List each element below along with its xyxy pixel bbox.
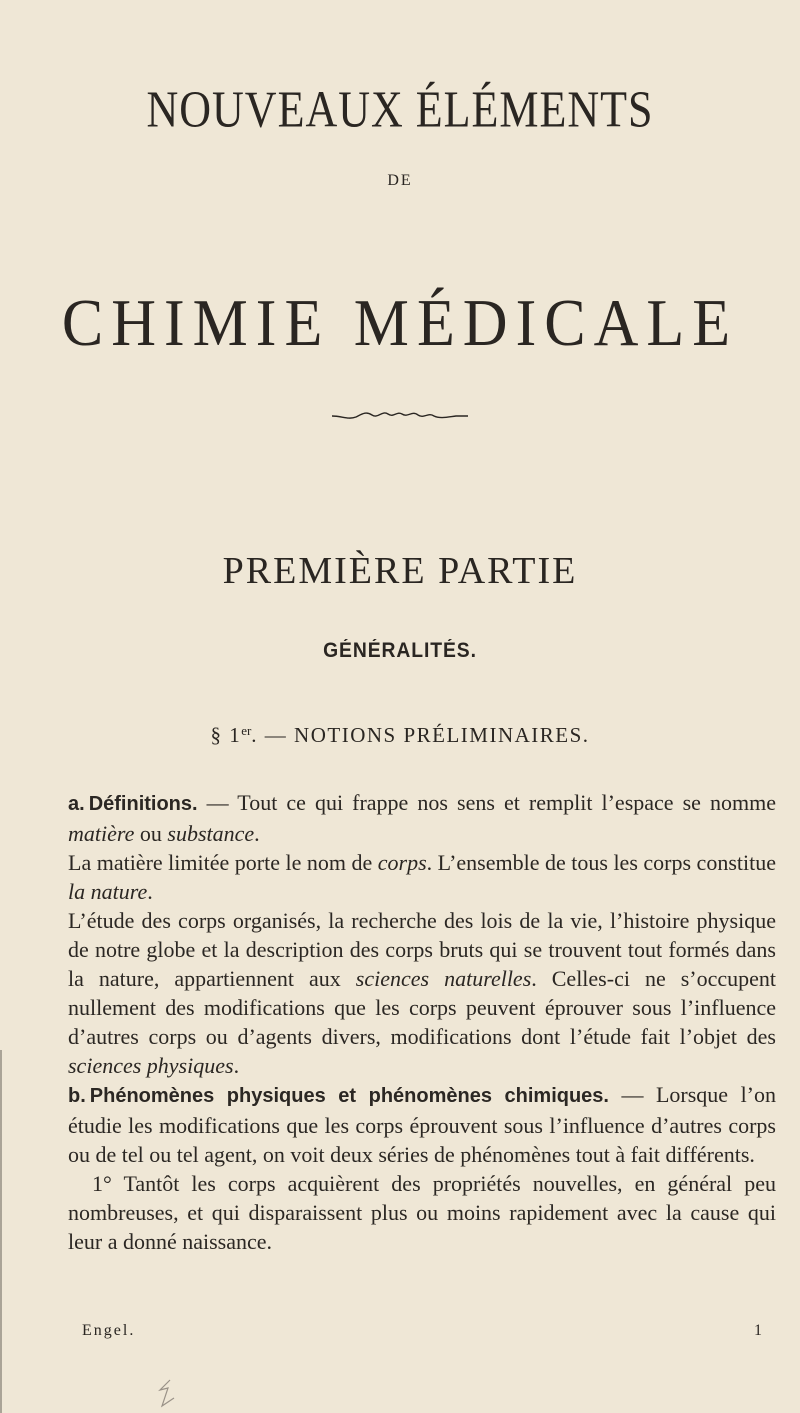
ornamental-rule-icon xyxy=(330,408,470,424)
paragraph-text: . xyxy=(147,879,153,904)
emphasis-term: substance xyxy=(167,821,255,846)
emphasis-term: matière xyxy=(68,821,135,846)
paragraph-text: . L’ensemble de tous les corps constitue xyxy=(426,850,776,875)
book-title-line1: NOUVEAUX ÉLÉMENTS xyxy=(146,80,654,139)
page-footer xyxy=(82,1322,762,1340)
signature-mark: Engel. xyxy=(82,1322,136,1339)
emphasis-term: la nature xyxy=(68,879,148,904)
paragraph-text: — Tout ce qui frappe nos sens et remplit l’espace se nomme xyxy=(197,790,776,815)
section-title: . — NOTIONS PRÉLIMINAIRES. xyxy=(251,723,590,747)
paragraph-text: — Lorsque l’on étudie les modifications que les corps éprouvent sous l’influence d’autres corps ou de tel ou tel agent, on voit deux séries de phénomènes tout à fait différents. xyxy=(68,1082,777,1167)
chapter-subtitle: GÉNÉRALITÉS. xyxy=(323,639,477,662)
section-heading xyxy=(0,724,800,746)
paragraph-text: 1° Tantôt les corps acquièrent des propriétés nouvelles, en général peu nombreuses, et qui disparaissent plus ou moins rapidement avec la cause qui leur a donné naissance. xyxy=(68,1171,776,1254)
paragraph-text: . xyxy=(233,1053,240,1078)
paragraph-text: ou xyxy=(134,821,168,846)
body-text xyxy=(68,788,776,1256)
section-sup: er xyxy=(241,723,252,738)
paragraph-mark-b: b. xyxy=(68,1085,86,1107)
section-symbol: § 1 xyxy=(210,723,242,747)
paragraph-text: . xyxy=(254,821,260,846)
paragraph-definitions xyxy=(68,788,776,848)
book-title-line2: CHIMIE MÉDICALE xyxy=(61,286,739,361)
page-number: 1 xyxy=(754,1322,762,1339)
binding-edge-shadow xyxy=(0,1050,8,1413)
paragraph-sciences xyxy=(68,906,776,1080)
pencil-mark-icon xyxy=(154,1376,178,1410)
paragraph-text: L’étude des corps organisés, la recherche des lois de la vie, l’histoire physique de notre globe et la description des corps bruts qui se trouvent tout formés dans la nature, appartiennent aux xyxy=(68,908,776,991)
paragraph-phenomenes xyxy=(68,1080,776,1169)
paragraph-text: . Celles-ci ne s’occupent nullement des modifications que les corps peuvent éprouver sous l’influence d’autres corps ou d’agents divers, modifications dont l’étude fait l’objet des xyxy=(68,966,776,1049)
paragraph-heading-phenomenes: Phénomènes physiques et phénomènes chimiques. xyxy=(89,1085,609,1107)
paragraph-text: La matière limitée porte le nom de xyxy=(68,850,378,875)
emphasis-term: sciences physiques xyxy=(68,1053,234,1078)
book-title-de: DE xyxy=(387,172,413,189)
paragraph-heading-definitions: Définitions. xyxy=(88,793,198,815)
emphasis-term: sciences naturelles xyxy=(355,966,532,991)
paragraph-corps xyxy=(68,848,776,906)
part-title: PREMIÈRE PARTIE xyxy=(222,550,578,592)
emphasis-term: corps xyxy=(377,850,427,875)
paragraph-mark-a: a. xyxy=(68,793,85,815)
paragraph-tantot xyxy=(68,1169,776,1256)
